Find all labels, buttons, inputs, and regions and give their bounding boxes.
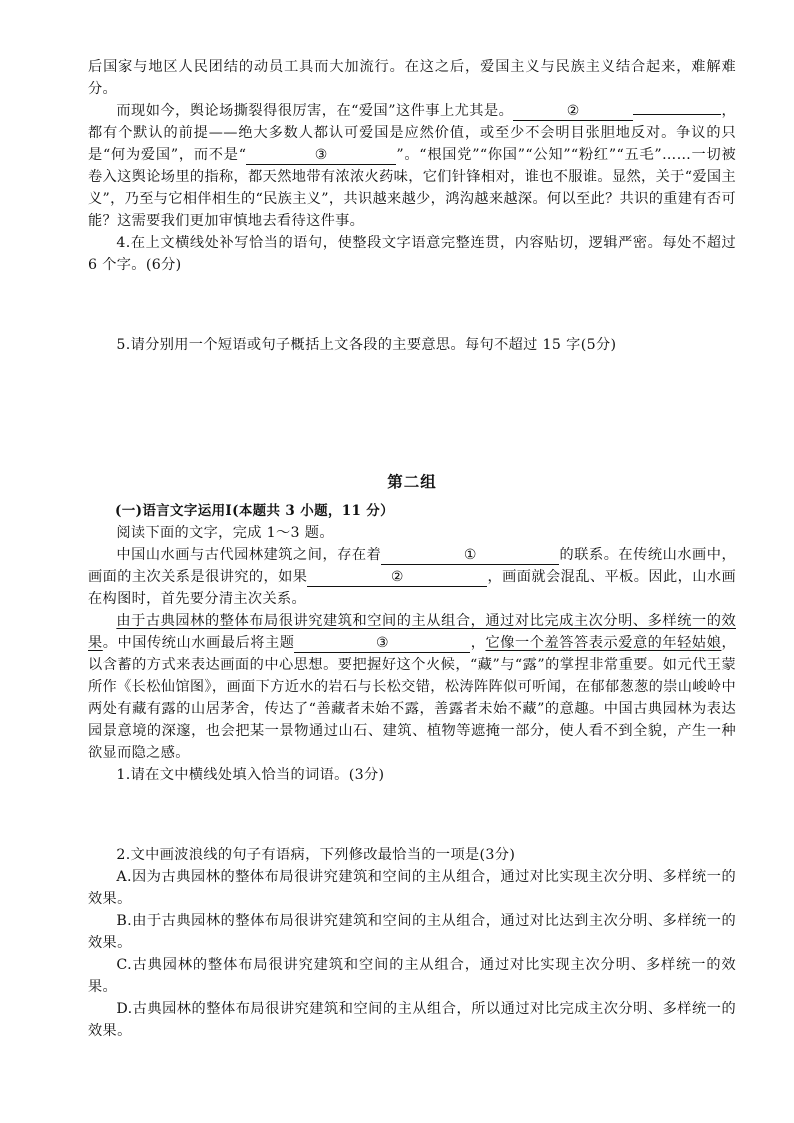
- section-subtitle: (一)语言文字运用Ⅰ(本题共 3 小题，11 分）: [115, 503, 395, 519]
- option-a: A.因为古典园林的整体布局很讲究建筑和空间的主从组合，通过对比实现主次分明、多样统一的效果。: [88, 869, 736, 907]
- question-1: 1.请在文中横线处填入恰当的词语。(3分): [116, 767, 385, 783]
- paragraph-public-opinion: [88, 100, 736, 232]
- section-title: 第二组: [387, 472, 437, 491]
- wavy-line-sentence: 由于古典园林的整体布局很讲究建筑和空间的主从组合，通过对比完成主次分明、多样统一的效果: [88, 613, 736, 651]
- underlined-sentence: 它像一个羞答答表示爱意的年轻姑娘: [485, 635, 722, 651]
- question-4: 4.在上文横线处补写恰当的语句，使整段文字语意完整连贯，内容贴切，逻辑严密。每处不超过 6 个字。(6分): [88, 235, 736, 273]
- paragraph-text: ，画面就会混乱、平板。因此，山水画在构图时，首先要分清主次关系。: [88, 569, 736, 607]
- paragraph-text: 的联系。在传统山水画中，画面的主次关系是很讲究的，如果: [88, 547, 736, 585]
- paragraph-text: ，以含蓄的方式来表达画面的中心思想。要把握好这个火候，“藏”与“露”的掌捏非常重要。如元代王蒙所作《长松仙馆图》，画面下方近水的岩石与长松交错，松涛阵阵似可听闻，在郁郁葱葱的崇山峻岭中两处有藏有露的山居茅舍，传达了“善藏者未始不露，善露者未始不藏”的意趣。中国古典园林为表达园景意境的深邃，也会把某一景物通过山石、建筑、植物等遮掩一部分，使人看不到全貌，产生一种欲显而隐之感。: [88, 635, 736, 761]
- answer-space: [88, 786, 736, 844]
- blank-2: ②: [513, 102, 633, 121]
- paragraph-landscape: [88, 544, 736, 610]
- blank-3: ③: [246, 146, 396, 165]
- paragraph-text: ，: [470, 635, 486, 651]
- paragraph-text: 。中国传统山水画最后将主题: [102, 635, 295, 651]
- blank-1: ①: [381, 546, 559, 565]
- paragraph-garden: [88, 610, 736, 764]
- question-5: 5.请分别用一个短语或句子概括上文各段的主要意思。每句不超过 15 字(5分): [116, 337, 617, 353]
- question-2: 2.文中画波浪线的句子有语病，下列修改最恰当的一项是(3分): [116, 847, 516, 863]
- blank-2-cont: [633, 114, 721, 115]
- section-intro: 阅读下面的文字，完成 1～3 题。: [116, 525, 334, 541]
- option-c: C.古典园林的整体布局很讲究建筑和空间的主从组合，通过对比实现主次分明、多样统一的效果。: [88, 957, 736, 995]
- paragraph-text: 而现如今，舆论场撕裂得很厉害，在“爱国”这件事上尤其是。: [116, 103, 514, 119]
- exam-page: [88, 56, 736, 1042]
- blank-3: ③: [294, 634, 470, 653]
- blank-2: ②: [307, 568, 487, 587]
- answer-space: [88, 356, 736, 452]
- paragraph-text: ”。“根国党”“你国”“公知”“粉红”“五毛”……一切被卷入这舆论场里的指称，都天然地带有浓浓火药味，它们针锋相对，谁也不服谁。显然，关于“爱国主义”，乃至与它相伴相生的“民族主义”，共识越来越少，鸿沟越来越深。何以至此？共识的重建有否可能？这需要我们更加审慎地去看待这件事。: [88, 147, 736, 229]
- answer-space: [88, 276, 736, 334]
- option-b: B.由于古典园林的整体布局很讲究建筑和空间的主从组合，通过对比达到主次分明、多样统一的效果。: [88, 913, 736, 951]
- paragraph-text: ，都有个默认的前提——绝大多数人都认可爱国是应然价值，或至少不会明目张胆地反对。争议的只是“何为爱国”，而不是“: [88, 103, 736, 163]
- paragraph-text: 中国山水画与古代园林建筑之间，存在着: [116, 547, 382, 563]
- option-d: D.古典园林的整体布局很讲究建筑和空间的主从组合，所以通过对比完成主次分明、多样统一的效果。: [88, 1001, 736, 1039]
- paragraph-continued: 后国家与地区人民团结的动员工具而大加流行。在这之后，爱国主义与民族主义结合起来，难解难分。: [88, 59, 736, 97]
